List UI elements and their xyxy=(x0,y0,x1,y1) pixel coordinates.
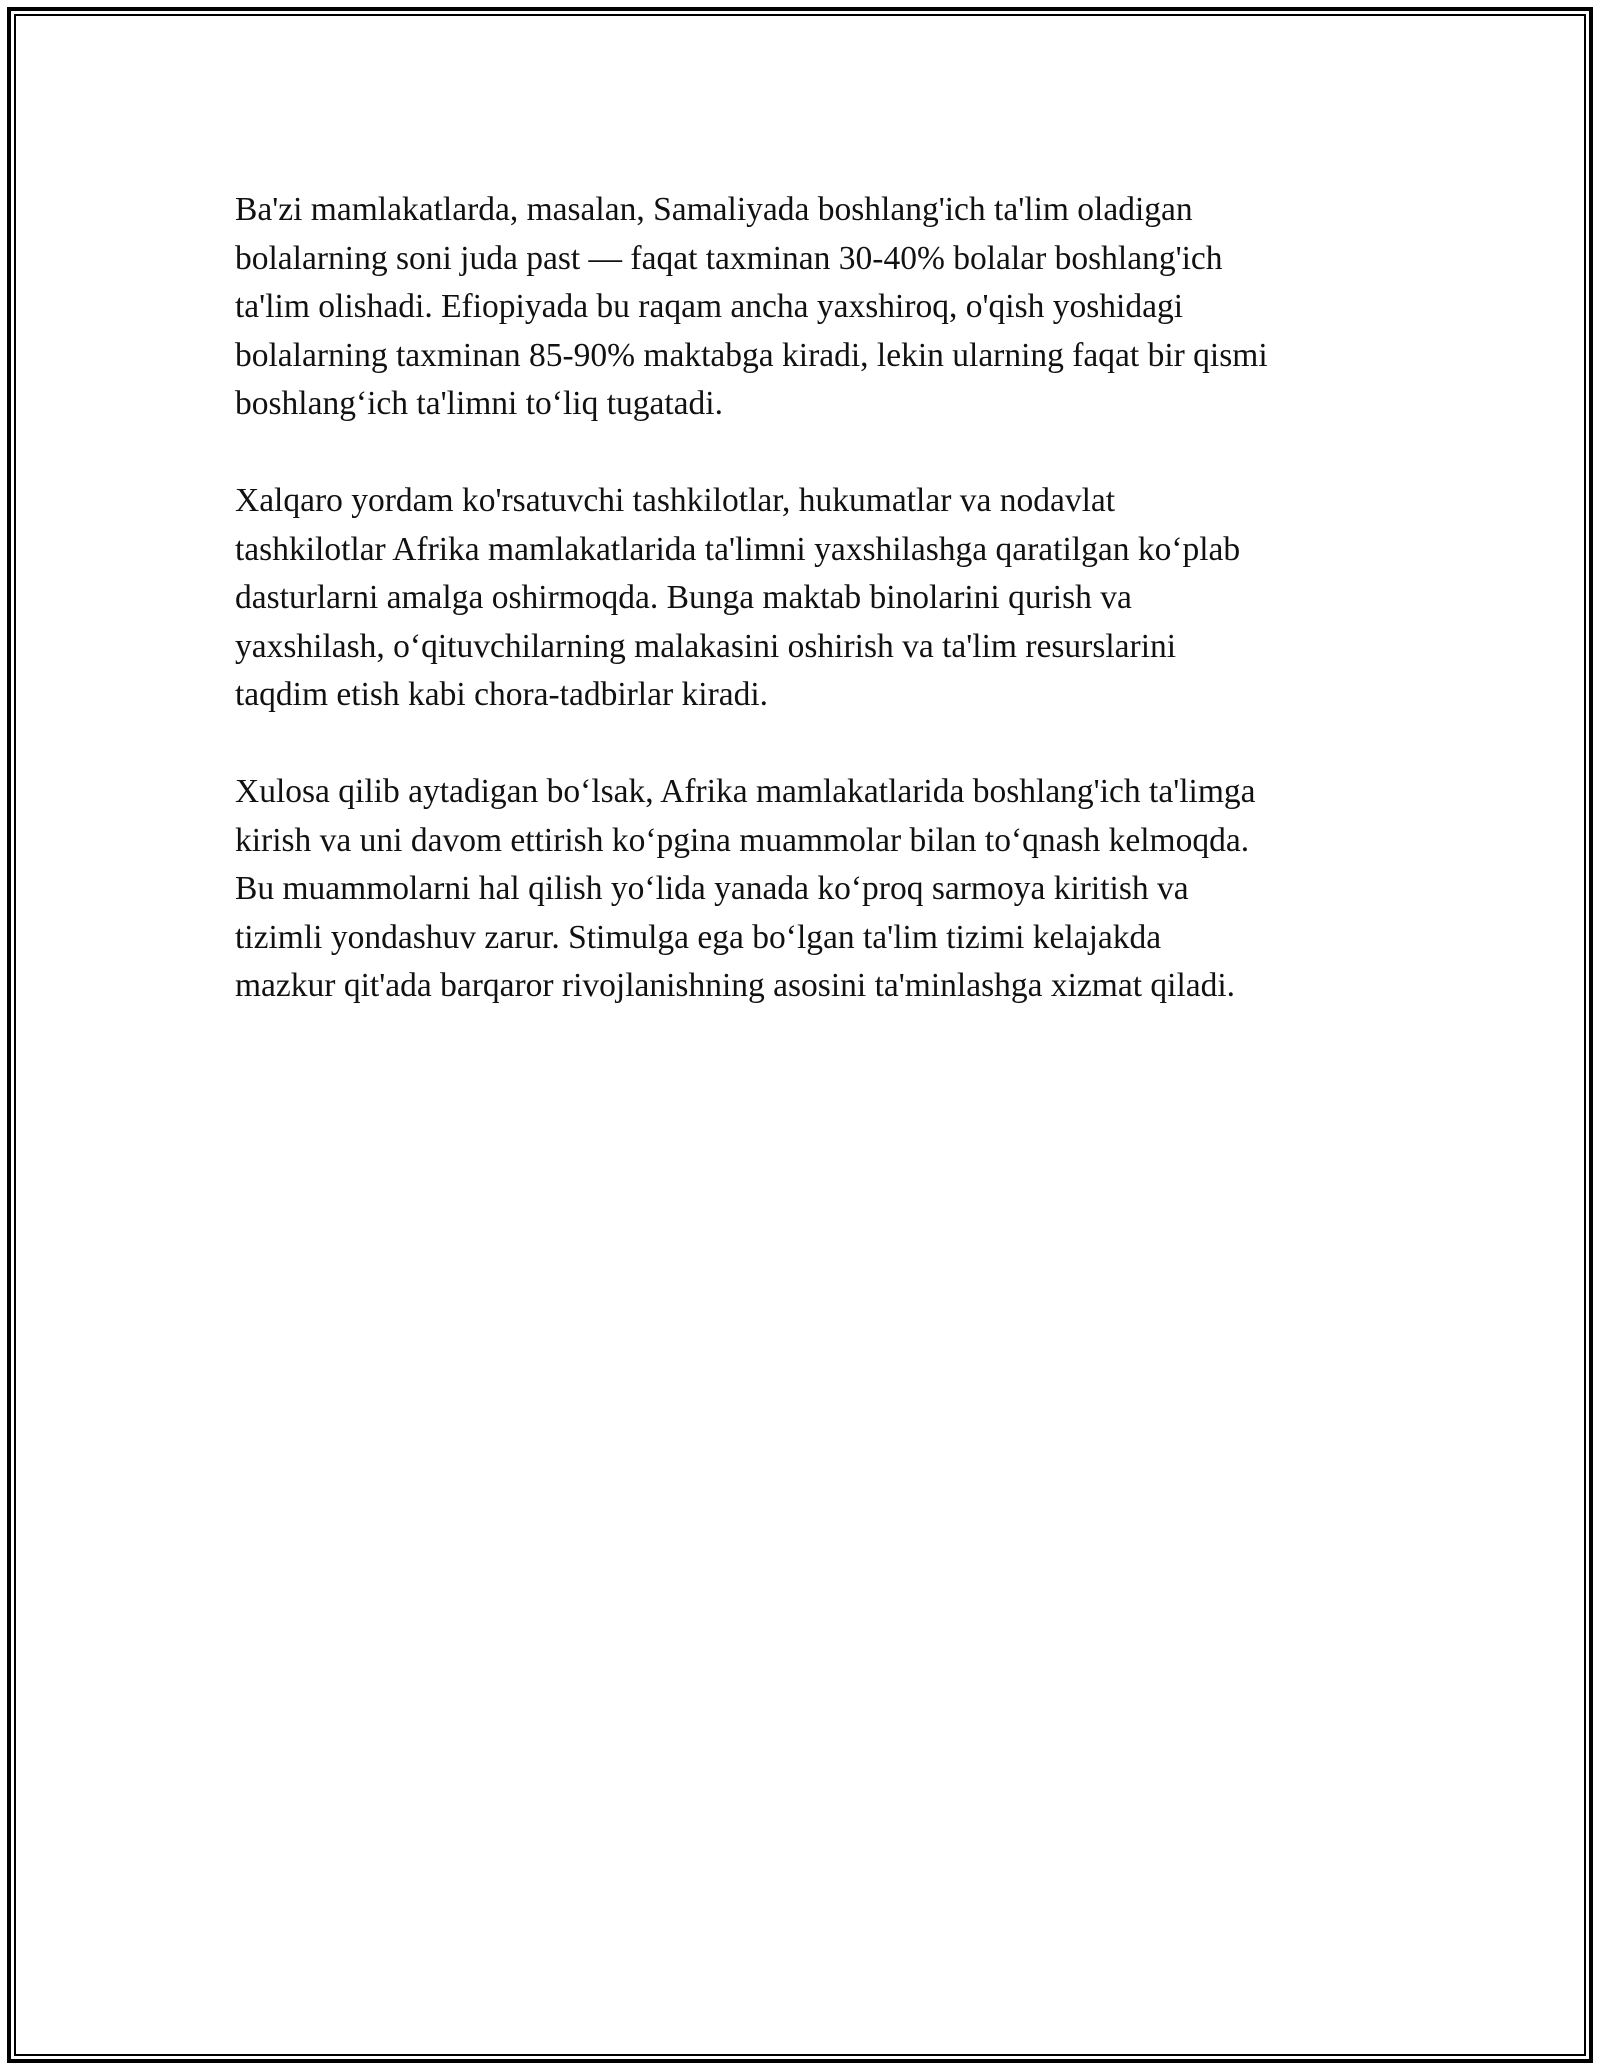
text-line: taqdim etish kabi chora-tadbirlar kiradi. xyxy=(235,676,769,713)
text-line: Bu muammolarni hal qilish yo‘lida yanada ko‘proq sarmoya kiritish va xyxy=(235,870,1189,907)
text-line: Xulosa qilib aytadigan bo‘lsak, Afrika mamlakatlarida boshlang'ich ta'limga xyxy=(235,773,1256,810)
text-line: dasturlarni amalga oshirmoqda. Bunga maktab binolarini qurish va xyxy=(235,579,1132,616)
text-line: bolalarning taxminan 85-90% maktabga kiradi, lekin ularning faqat bir qismi xyxy=(235,336,1268,374)
text-line: Ba'zi mamlakatlarda, masalan, Samaliyada boshlang'ich ta'lim oladigan xyxy=(235,191,1193,228)
text-line: bolalarning soni juda past — faqat taxminan 30-40% bolalar boshlang'ich xyxy=(235,239,1223,277)
text-line: Xalqaro yordam ko'rsatuvchi tashkilotlar, hukumatlar va nodavlat xyxy=(235,482,1116,519)
text-line: mazkur qit'ada barqaror rivojlanishning asosini ta'minlashga xizmat qiladi. xyxy=(235,967,1236,1004)
text-line: ta'lim olishadi. Efiopiyada bu raqam ancha yaxshiroq, o'qish yoshidagi xyxy=(235,288,1184,325)
document-body xyxy=(235,186,1385,1059)
text-line: tashkilotlar Afrika mamlakatlarida ta'limni yaxshilashga qaratilgan ko‘plab xyxy=(235,530,1241,568)
text-line: boshlang‘ich ta'limni to‘liq tugatadi. xyxy=(235,385,723,422)
paragraph-2 xyxy=(235,477,1385,720)
paragraph-1 xyxy=(235,186,1385,429)
text-line: kirish va uni davom ettirish ko‘pgina muammolar bilan to‘qnash kelmoqda. xyxy=(235,821,1250,859)
text-line: yaxshilash, o‘qituvchilarning malakasini oshirish va ta'lim resurslarini xyxy=(235,627,1177,665)
text-line: tizimli yondashuv zarur. Stimulga ega bo‘lgan ta'lim tizimi kelajakda xyxy=(235,918,1162,956)
paragraph-3 xyxy=(235,768,1385,1011)
